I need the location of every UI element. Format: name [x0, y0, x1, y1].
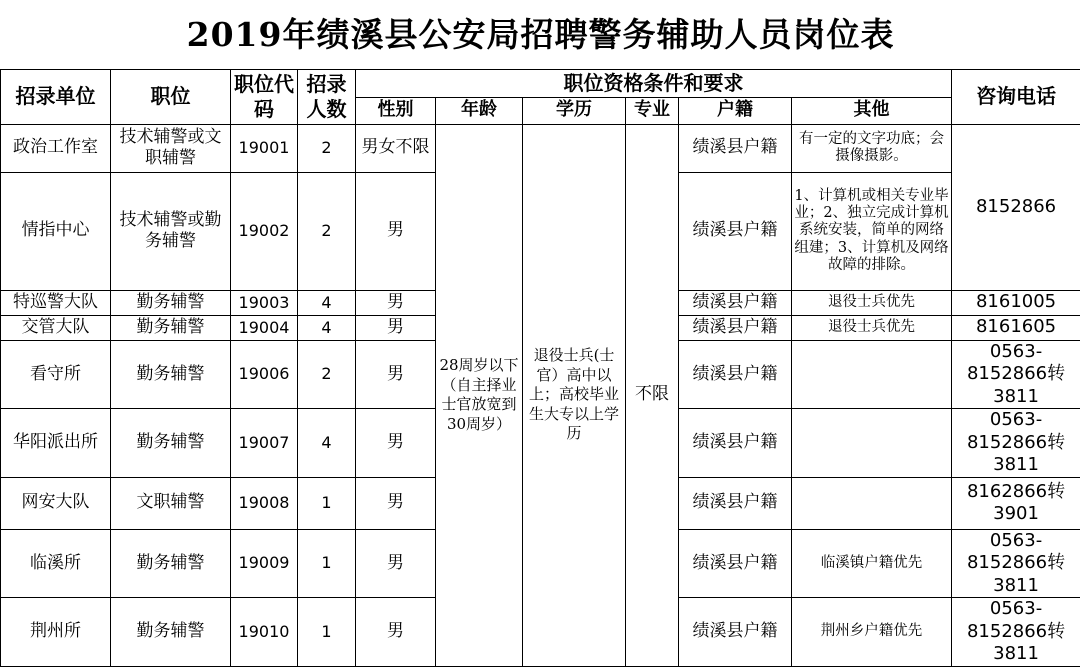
education-requirement: 退役士兵(士官）高中以上；高校毕业生大专以上学历: [523, 124, 626, 666]
hukou-cell: 绩溪县户籍: [679, 290, 792, 315]
code-cell: 19006: [231, 340, 298, 409]
header-requirements: 职位资格条件和要求: [356, 69, 952, 97]
other-cell: 临溪镇户籍优先: [792, 529, 952, 598]
other-cell: 有一定的文字功底；会摄像摄影。: [792, 124, 952, 172]
position-cell: 勤务辅警: [111, 340, 231, 409]
count-cell: 1: [298, 598, 356, 667]
count-cell: 2: [298, 172, 356, 290]
unit-cell: 看守所: [1, 340, 111, 409]
header-unit: 招录单位: [1, 69, 111, 124]
other-cell: [792, 477, 952, 529]
position-cell: 勤务辅警: [111, 315, 231, 340]
code-cell: 19004: [231, 315, 298, 340]
gender-cell: 男: [356, 340, 436, 409]
count-cell: 4: [298, 409, 356, 478]
header-count: 招录人数: [298, 69, 356, 124]
gender-cell: 男: [356, 290, 436, 315]
gender-cell: 男女不限: [356, 124, 436, 172]
phone-cell: 0563-8152866转3811: [952, 409, 1080, 478]
unit-cell: 临溪所: [1, 529, 111, 598]
other-cell: 退役士兵优先: [792, 315, 952, 340]
position-cell: 勤务辅警: [111, 409, 231, 478]
hukou-cell: 绩溪县户籍: [679, 598, 792, 667]
position-cell: 文职辅警: [111, 477, 231, 529]
gender-cell: 男: [356, 409, 436, 478]
hukou-cell: 绩溪县户籍: [679, 477, 792, 529]
count-cell: 1: [298, 529, 356, 598]
unit-cell: 华阳派出所: [1, 409, 111, 478]
code-cell: 19008: [231, 477, 298, 529]
phone-cell: 8162866转3901: [952, 477, 1080, 529]
major-requirement: 不限: [626, 124, 679, 666]
header-gender: 性别: [356, 97, 436, 124]
gender-cell: 男: [356, 172, 436, 290]
other-cell: 退役士兵优先: [792, 290, 952, 315]
count-cell: 2: [298, 124, 356, 172]
other-cell: 荆州乡户籍优先: [792, 598, 952, 667]
count-cell: 1: [298, 477, 356, 529]
other-cell: 1、计算机或相关专业毕业；2、独立完成计算机系统安装，简单的网络组建；3、计算机及网络故障的排除。: [792, 172, 952, 290]
count-cell: 4: [298, 315, 356, 340]
table-row: [1, 124, 1080, 172]
header-position: 职位: [111, 69, 231, 124]
other-cell: [792, 409, 952, 478]
unit-cell: 交管大队: [1, 315, 111, 340]
unit-cell: 网安大队: [1, 477, 111, 529]
position-cell: 技术辅警或勤务辅警: [111, 172, 231, 290]
hukou-cell: 绩溪县户籍: [679, 315, 792, 340]
unit-cell: 特巡警大队: [1, 290, 111, 315]
gender-cell: 男: [356, 315, 436, 340]
unit-cell: 情指中心: [1, 172, 111, 290]
gender-cell: 男: [356, 598, 436, 667]
code-cell: 19002: [231, 172, 298, 290]
header-education: 学历: [523, 97, 626, 124]
count-cell: 2: [298, 340, 356, 409]
header-hukou: 户籍: [679, 97, 792, 124]
code-cell: 19009: [231, 529, 298, 598]
phone-cell: 8161605: [952, 315, 1080, 340]
position-cell: 技术辅警或文职辅警: [111, 124, 231, 172]
other-cell: [792, 340, 952, 409]
hukou-cell: 绩溪县户籍: [679, 172, 792, 290]
phone-cell: 8152866: [952, 124, 1080, 290]
header-phone: 咨询电话: [952, 69, 1080, 124]
code-cell: 19003: [231, 290, 298, 315]
phone-cell: 8161005: [952, 290, 1080, 315]
position-cell: 勤务辅警: [111, 529, 231, 598]
hukou-cell: 绩溪县户籍: [679, 124, 792, 172]
hukou-cell: 绩溪县户籍: [679, 409, 792, 478]
hukou-cell: 绩溪县户籍: [679, 529, 792, 598]
header-major: 专业: [626, 97, 679, 124]
gender-cell: 男: [356, 529, 436, 598]
phone-cell: 0563-8152866转3811: [952, 598, 1080, 667]
position-cell: 勤务辅警: [111, 290, 231, 315]
header-code: 职位代码: [231, 69, 298, 124]
page-title: 2019年绩溪县公安局招聘警务辅助人员岗位表: [1, 0, 1080, 69]
age-requirement: 28周岁以下（自主择业士官放宽到30周岁）: [436, 124, 523, 666]
code-cell: 19010: [231, 598, 298, 667]
code-cell: 19007: [231, 409, 298, 478]
position-cell: 勤务辅警: [111, 598, 231, 667]
phone-cell: 0563-8152866转3811: [952, 529, 1080, 598]
code-cell: 19001: [231, 124, 298, 172]
phone-cell: 0563-8152866转3811: [952, 340, 1080, 409]
gender-cell: 男: [356, 477, 436, 529]
count-cell: 4: [298, 290, 356, 315]
unit-cell: 荆州所: [1, 598, 111, 667]
header-other: 其他: [792, 97, 952, 124]
header-age: 年龄: [436, 97, 523, 124]
unit-cell: 政治工作室: [1, 124, 111, 172]
hukou-cell: 绩溪县户籍: [679, 340, 792, 409]
